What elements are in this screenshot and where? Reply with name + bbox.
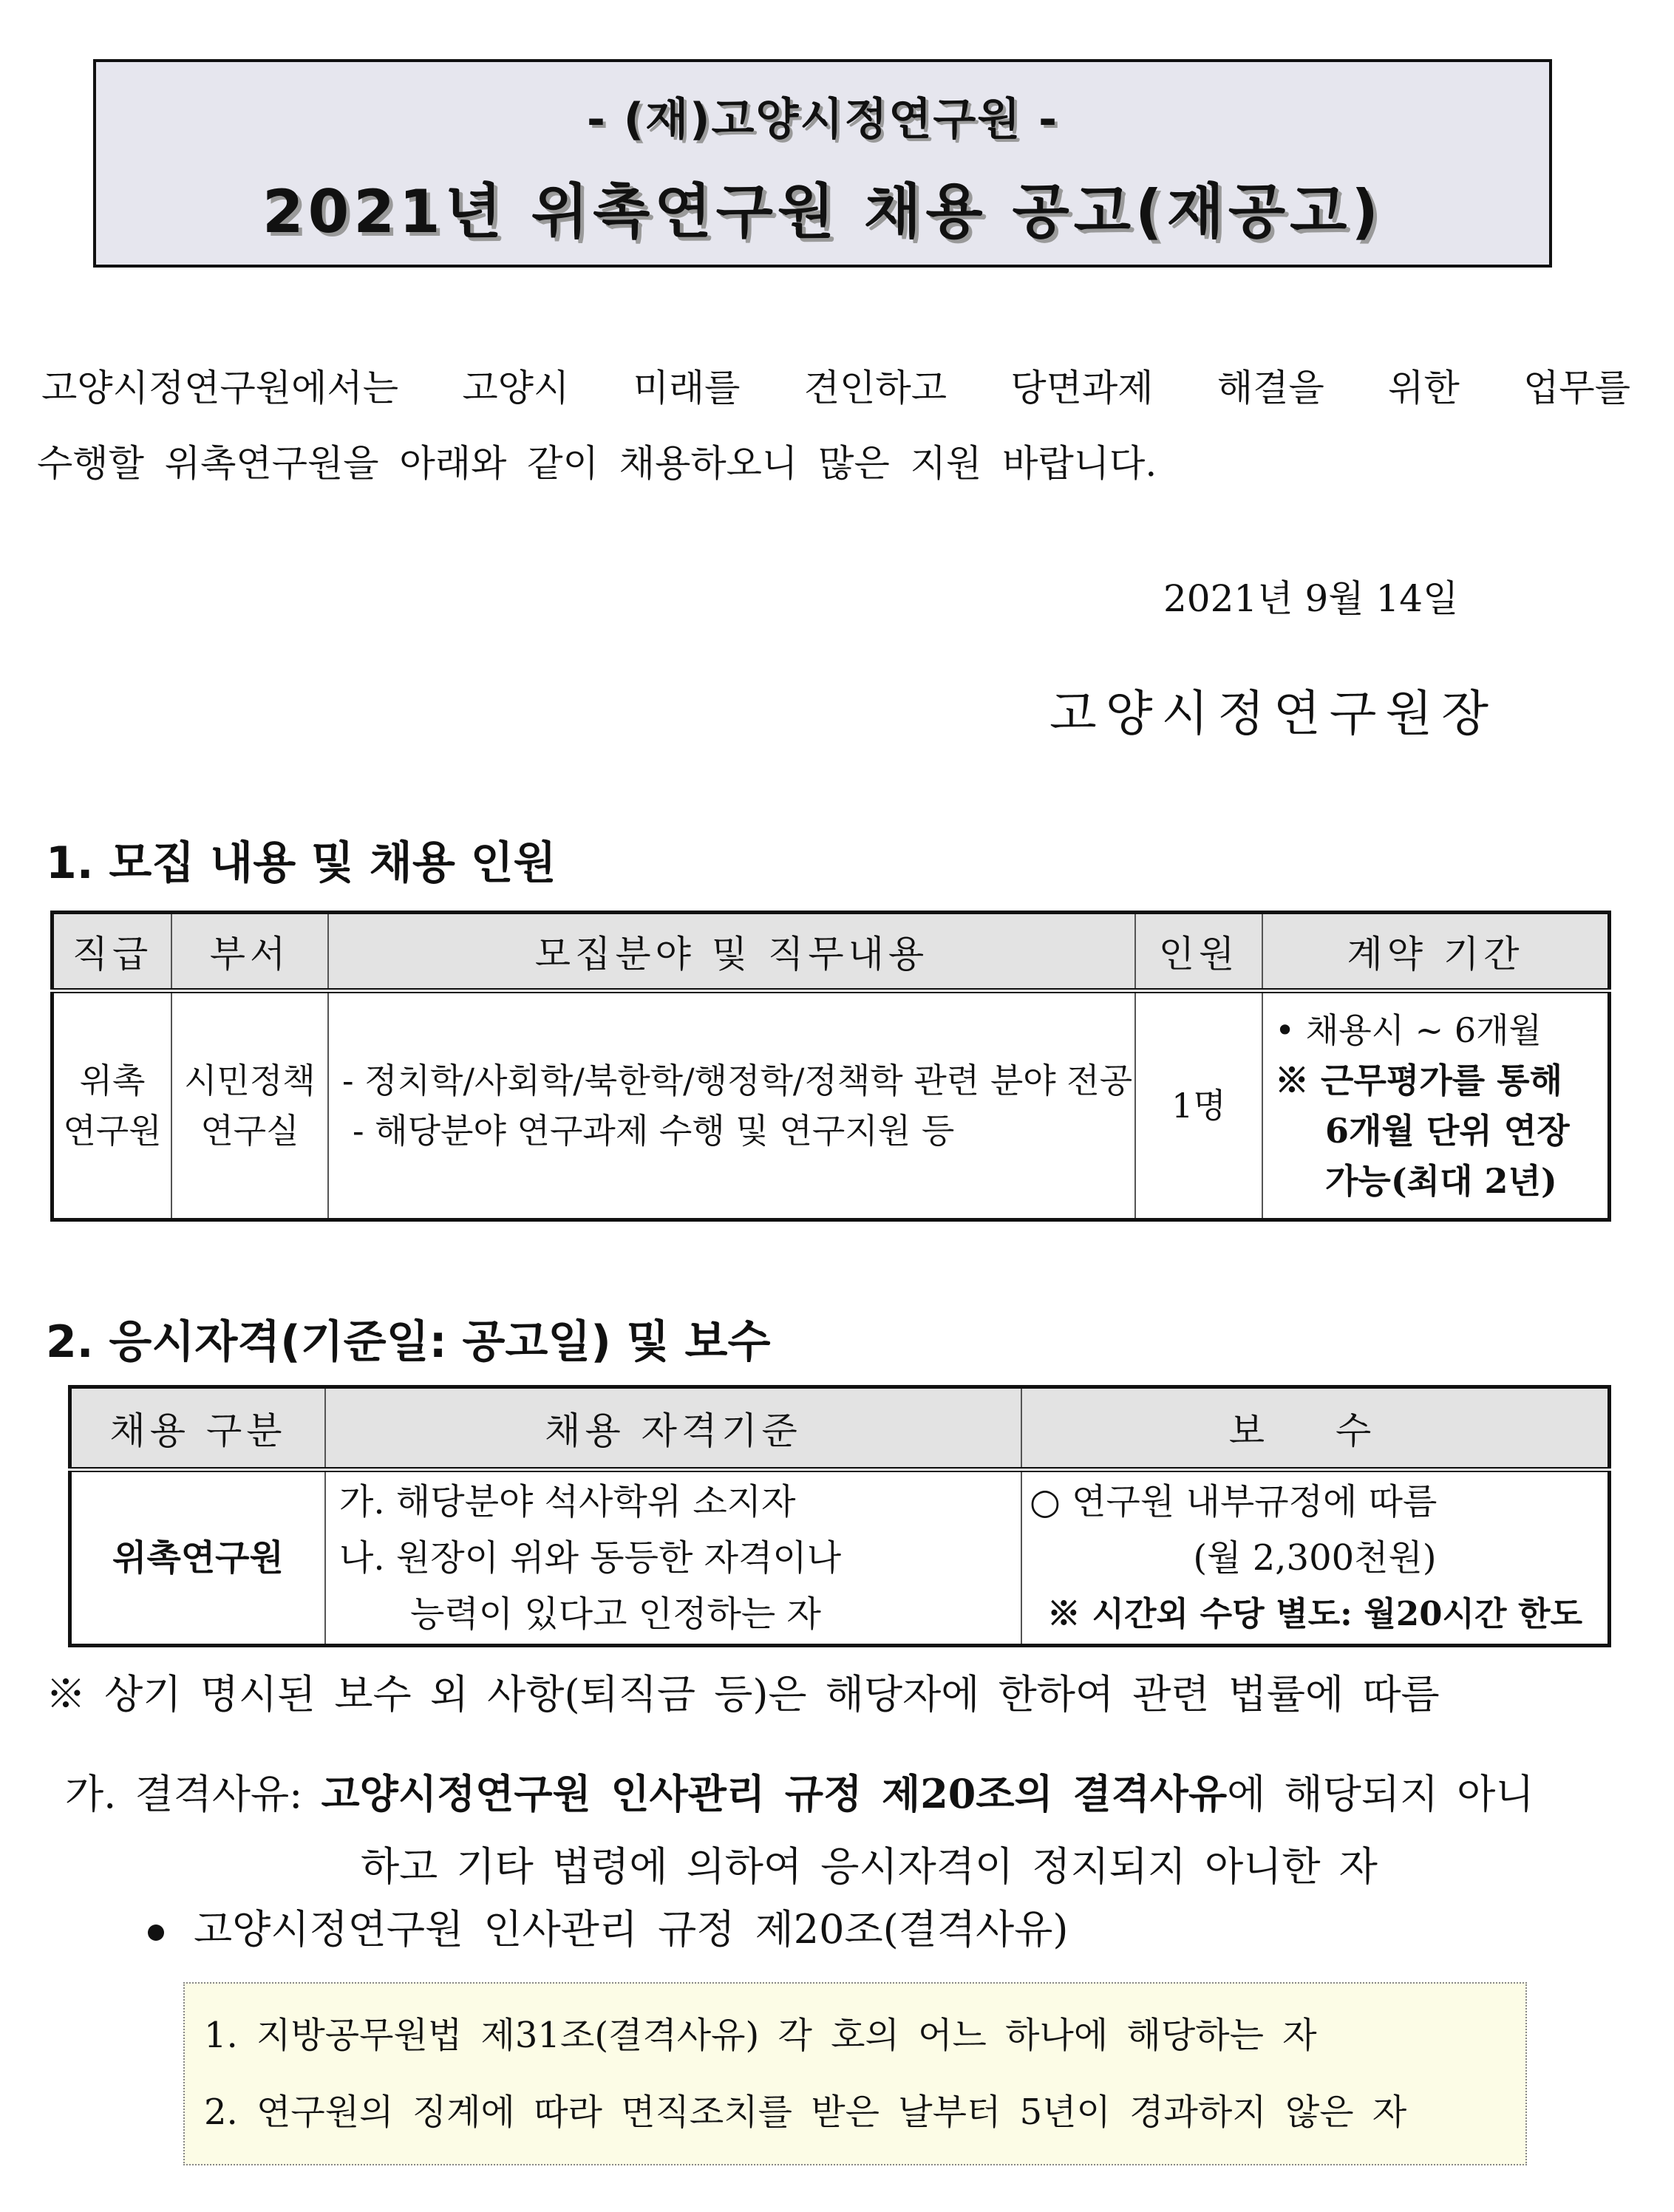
rank-line-2: 연구원 xyxy=(63,1111,162,1151)
rule-title xyxy=(148,1898,1068,1955)
rule-box xyxy=(183,1982,1527,2165)
col-header-rank: 직급 xyxy=(52,913,172,991)
qual-line-3: 능력이 있다고 인정하는 자 xyxy=(410,1593,821,1635)
rule-title-text: 고양시정연구원 인사관리 규정 제20조(결격사유) xyxy=(194,1906,1069,1953)
rank-line-1: 위촉 xyxy=(79,1061,146,1100)
col-header-duty: 모집분야 및 직무내용 xyxy=(328,913,1135,991)
signer: 고양시정연구원장 xyxy=(1049,685,1498,742)
bullet-icon xyxy=(148,1925,164,1941)
pay-line-3: ※ 시간외 수당 별도: 월20시간 한도 xyxy=(1047,1594,1583,1633)
col-header-period: 계약 기간 xyxy=(1262,913,1610,991)
disqualification-rule-ref: 고양시정연구원 인사관리 규정 제20조의 결격사유 xyxy=(321,1770,1228,1817)
qual-line-2: 나. 원장이 위와 동등한 자격이나 xyxy=(339,1537,842,1579)
col-header-type: 채용 구분 xyxy=(70,1387,326,1470)
cell-type: 위촉연구원 xyxy=(70,1470,326,1646)
qualification-table xyxy=(68,1385,1611,1647)
announcement-date: 2021년 9월 14일 xyxy=(1163,577,1459,620)
section-2-heading: 2. 응시자격(기준일: 공고일) 및 보수 xyxy=(46,1316,771,1368)
cell-qualification xyxy=(325,1470,1021,1646)
intro-line-1: 고양시정연구원에서는 고양시 미래를 견인하고 당면과제 해결을 위한 업무를 xyxy=(41,367,1630,409)
disqualification-line-2: 하고 기타 법령에 의하여 응시자격이 정지되지 아니한 자 xyxy=(361,1843,1378,1890)
cell-duty xyxy=(328,991,1135,1220)
col-header-count: 인원 xyxy=(1135,913,1262,991)
page-title: 2021년 위촉연구원 채용 공고(재공고) xyxy=(262,177,1383,246)
period-line-1: • 채용시 ~ 6개월 xyxy=(1275,1010,1542,1050)
period-line-2: ※ 근무평가를 통해 xyxy=(1275,1061,1563,1100)
duty-line-1: - 정치학/사회학/북한학/행정학/정책학 관련 분야 전공 xyxy=(342,1061,1133,1100)
duty-line-2: - 해당분야 연구과제 수행 및 연구지원 등 xyxy=(353,1111,955,1151)
intro-line-2: 수행할 위촉연구원을 아래와 같이 채용하오니 많은 지원 바랍니다. xyxy=(37,442,1157,485)
section-1-heading: 1. 모집 내용 및 채용 인원 xyxy=(46,837,557,889)
col-header-dept: 부서 xyxy=(171,913,328,991)
disqualification-clause xyxy=(65,1757,1617,1903)
cell-pay xyxy=(1021,1470,1610,1646)
col-header-qualification: 채용 자격기준 xyxy=(325,1387,1021,1470)
cell-count: 1명 xyxy=(1135,991,1262,1220)
pay-note: ※ 상기 명시된 보수 외 사항(퇴직금 등)은 해당자에 한하여 관련 법률에 따름 xyxy=(46,1671,1440,1718)
list-item: 1. 지방공무원법 제31조(결격사유) 각 호의 어느 하나에 해당하는 자 xyxy=(204,2015,1317,2056)
cell-dept xyxy=(171,991,328,1220)
pay-line-1: ○ 연구원 내부규정에 따름 xyxy=(1030,1481,1437,1522)
col-header-pay: 보 수 xyxy=(1021,1387,1610,1470)
title-box xyxy=(93,59,1552,268)
period-line-4: 가능(최대 2년) xyxy=(1325,1161,1557,1201)
table-row xyxy=(70,1470,1610,1646)
dept-line-1: 시민정책 xyxy=(184,1061,316,1100)
table-header-row xyxy=(70,1387,1610,1470)
dept-line-2: 연구실 xyxy=(200,1111,299,1151)
list-item: 2. 연구원의 징계에 따라 면직조치를 받은 날부터 5년이 경과하지 않은 자 xyxy=(204,2092,1407,2133)
table-row xyxy=(52,991,1610,1220)
qual-line-1: 가. 해당분야 석사학위 소지자 xyxy=(339,1481,796,1522)
cell-period xyxy=(1262,991,1610,1220)
recruitment-table xyxy=(50,911,1611,1222)
intro-paragraph xyxy=(37,350,1630,501)
disqualification-suffix: 에 해당되지 아니 xyxy=(1227,1771,1534,1817)
cell-rank xyxy=(52,991,172,1220)
disqualification-prefix: 가. 결격사유: xyxy=(65,1771,321,1817)
pay-line-2: (월 2,300천원) xyxy=(1193,1537,1437,1579)
period-line-3: 6개월 단위 연장 xyxy=(1325,1111,1570,1151)
table-header-row xyxy=(52,913,1610,991)
org-title: - (재)고양시정연구원 - xyxy=(586,94,1059,146)
